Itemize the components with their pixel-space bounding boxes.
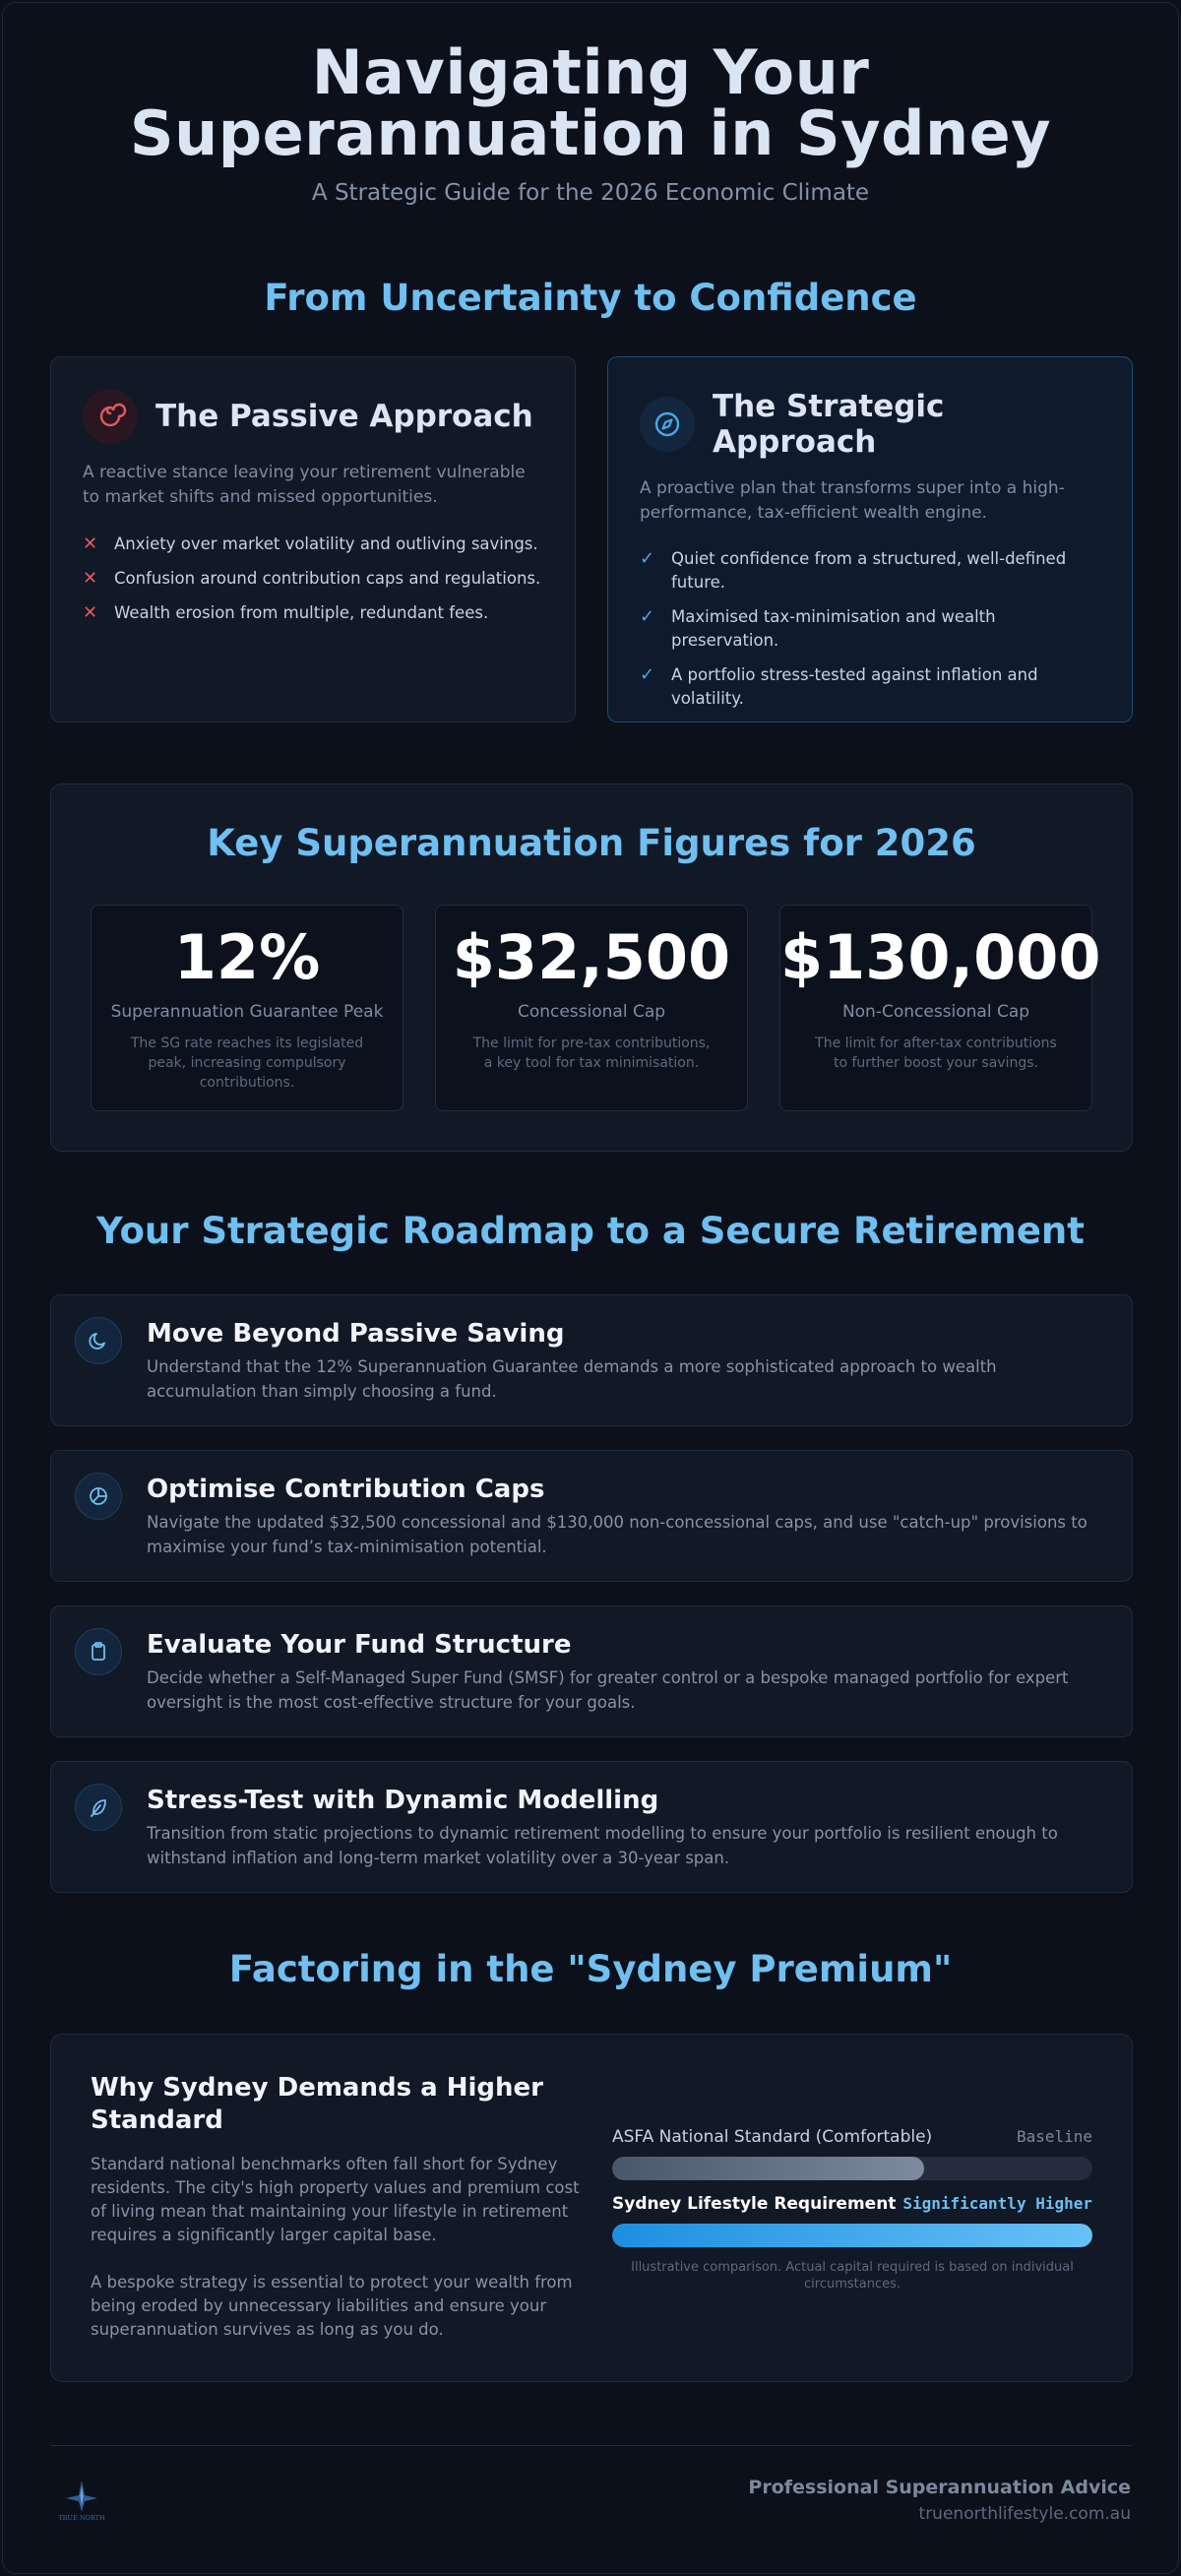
pie-chart-icon xyxy=(75,1473,122,1520)
page-title-line1: Navigating Your xyxy=(311,36,870,108)
spiral-icon xyxy=(83,389,138,444)
hero xyxy=(3,36,1178,206)
passive-approach-description: A reactive stance leaving your retirement vulnerable to market shifts and missed opportunities. xyxy=(83,463,526,507)
stat-value: 12% xyxy=(173,921,321,993)
list-item: ✓ Maximised tax-minimisation and wealth preservation. xyxy=(640,606,996,650)
clipboard-icon xyxy=(75,1628,122,1675)
sydney-premium-panel xyxy=(50,2034,1133,2382)
stat-label: Non-Concessional Cap xyxy=(841,1002,1030,1022)
step-description: Transition from static projections to dynamic retirement modelling to ensure your portfolio is resilient enough to withstand inflation and long-term market volatility over a 30-year span. xyxy=(147,1824,1058,1867)
list-item: ✕ Wealth erosion from multiple, redundant fees. xyxy=(83,602,489,623)
premium-heading: Factoring in the "Sydney Premium" xyxy=(228,1948,953,1990)
cross-icon: ✕ xyxy=(83,568,98,589)
list-item: ✓ Quiet confidence from a structured, well-defined future. xyxy=(640,548,1067,592)
stat-value: $130,000 xyxy=(780,921,1101,993)
check-icon: ✓ xyxy=(640,664,655,685)
bar-track xyxy=(612,2224,1092,2247)
footer-tagline: Professional Superannuation Advice xyxy=(748,2477,1131,2498)
list-item: ✕ Confusion around contribution caps and regulations. xyxy=(83,568,541,589)
footer-website-link[interactable]: truenorthlifestyle.com.au xyxy=(918,2504,1131,2524)
step-description: Decide whether a Self-Managed Super Fund (SMSF) for greater control or a bespoke managed portfolio for expert oversight is the most cost-effective structure for your goals. xyxy=(147,1668,1069,1712)
premium-paragraph: A bespoke strategy is essential to protect your wealth from being eroded by unnecessary liabilities and ensure your superannuation survives as long as you do. xyxy=(91,2273,573,2339)
stat-note: The limit for after-tax contributions to further boost your savings. xyxy=(815,1036,1057,1071)
step-title: Stress-Test with Dynamic Modelling xyxy=(147,1786,659,1815)
roadmap-step xyxy=(50,1605,1133,1737)
passive-approach-card xyxy=(50,356,576,723)
step-title: Move Beyond Passive Saving xyxy=(147,1319,565,1349)
page-title xyxy=(3,36,1178,169)
cross-icon: ✕ xyxy=(83,602,98,623)
roadmap-step xyxy=(50,1761,1133,1893)
compass-icon xyxy=(640,397,695,452)
bar-fill xyxy=(612,2224,1092,2247)
roadmap-step xyxy=(50,1294,1133,1426)
bar-track xyxy=(612,2157,1092,2180)
list-item: ✕ Anxiety over market volatility and outliving savings. xyxy=(83,534,538,554)
footer-divider xyxy=(50,2445,1133,2446)
bar-label: ASFA National Standard (Comfortable) xyxy=(612,2127,933,2147)
cross-icon: ✕ xyxy=(83,534,98,554)
step-description: Navigate the updated $32,500 concessional and $130,000 non-concessional caps, and use "catch-up" provisions to maximise your fund’s tax-minimisation potential. xyxy=(147,1513,1088,1556)
footer-info xyxy=(748,2477,1131,2524)
logo-text: TRUE NORTH xyxy=(58,2514,105,2522)
comparison-heading: From Uncertainty to Confidence xyxy=(264,277,917,319)
passive-approach-title: The Passive Approach xyxy=(155,399,533,434)
step-description: Understand that the 12% Superannuation Guarantee demands a more sophisticated approach to wealth accumulation than simply choosing a fund. xyxy=(147,1357,997,1401)
feather-icon xyxy=(75,1784,122,1831)
passive-approach-list xyxy=(83,533,545,636)
page-subtitle: A Strategic Guide for the 2026 Economic Climate xyxy=(311,180,870,206)
comparison-bar xyxy=(612,2127,1092,2180)
bar-tag: Baseline xyxy=(1016,2127,1092,2146)
stat-label: Superannuation Guarantee Peak xyxy=(110,1002,384,1022)
true-north-logo xyxy=(52,2479,111,2524)
step-title: Optimise Contribution Caps xyxy=(147,1475,545,1504)
roadmap-step xyxy=(50,1450,1133,1582)
stat-card xyxy=(435,905,748,1111)
bar-label: Sydney Lifestyle Requirement xyxy=(612,2194,897,2214)
bar-fill xyxy=(612,2157,924,2180)
key-figures-panel xyxy=(50,784,1133,1152)
step-title: Evaluate Your Fund Structure xyxy=(147,1630,572,1660)
moon-icon xyxy=(75,1317,122,1364)
comparison-bar xyxy=(612,2194,1092,2247)
premium-paragraph: Standard national benchmarks often fall short for Sydney residents. The city's high property values and premium cost of living mean that maintaining your lifestyle in retirement requires a significantly larger capital base. xyxy=(91,2155,580,2244)
check-icon: ✓ xyxy=(640,548,655,569)
strategic-approach-title: The Strategic Approach xyxy=(713,389,945,460)
strategic-approach-description: A proactive plan that transforms super into a high-performance, tax-efficient wealth engine. xyxy=(640,478,1065,523)
page-title-line2: Superannuation in Sydney xyxy=(129,97,1052,169)
strategic-approach-card xyxy=(607,356,1133,723)
infographic-page xyxy=(2,2,1179,2574)
bar-note: Illustrative comparison. Actual capital required is based on individual circumstances. xyxy=(631,2260,1074,2292)
stat-card xyxy=(779,905,1101,1111)
premium-title: Why Sydney Demands a Higher Standard xyxy=(91,2073,543,2135)
stat-card xyxy=(91,905,404,1111)
bar-tag: Significantly Higher xyxy=(902,2194,1092,2213)
check-icon: ✓ xyxy=(640,606,655,627)
stat-value: $32,500 xyxy=(452,921,731,993)
key-figures-heading: Key Superannuation Figures for 2026 xyxy=(207,822,976,864)
stat-note: The limit for pre-tax contributions, a key tool for tax minimisation. xyxy=(472,1036,711,1071)
strategic-approach-list xyxy=(640,547,1102,722)
roadmap-heading: Your Strategic Roadmap to a Secure Retirement xyxy=(96,1210,1085,1252)
stat-label: Concessional Cap xyxy=(517,1002,666,1022)
list-item: ✓ A portfolio stress-tested against inflation and volatility. xyxy=(640,664,1038,708)
stat-note: The SG rate reaches its legislated peak, increasing compulsory contributions. xyxy=(130,1036,364,1091)
